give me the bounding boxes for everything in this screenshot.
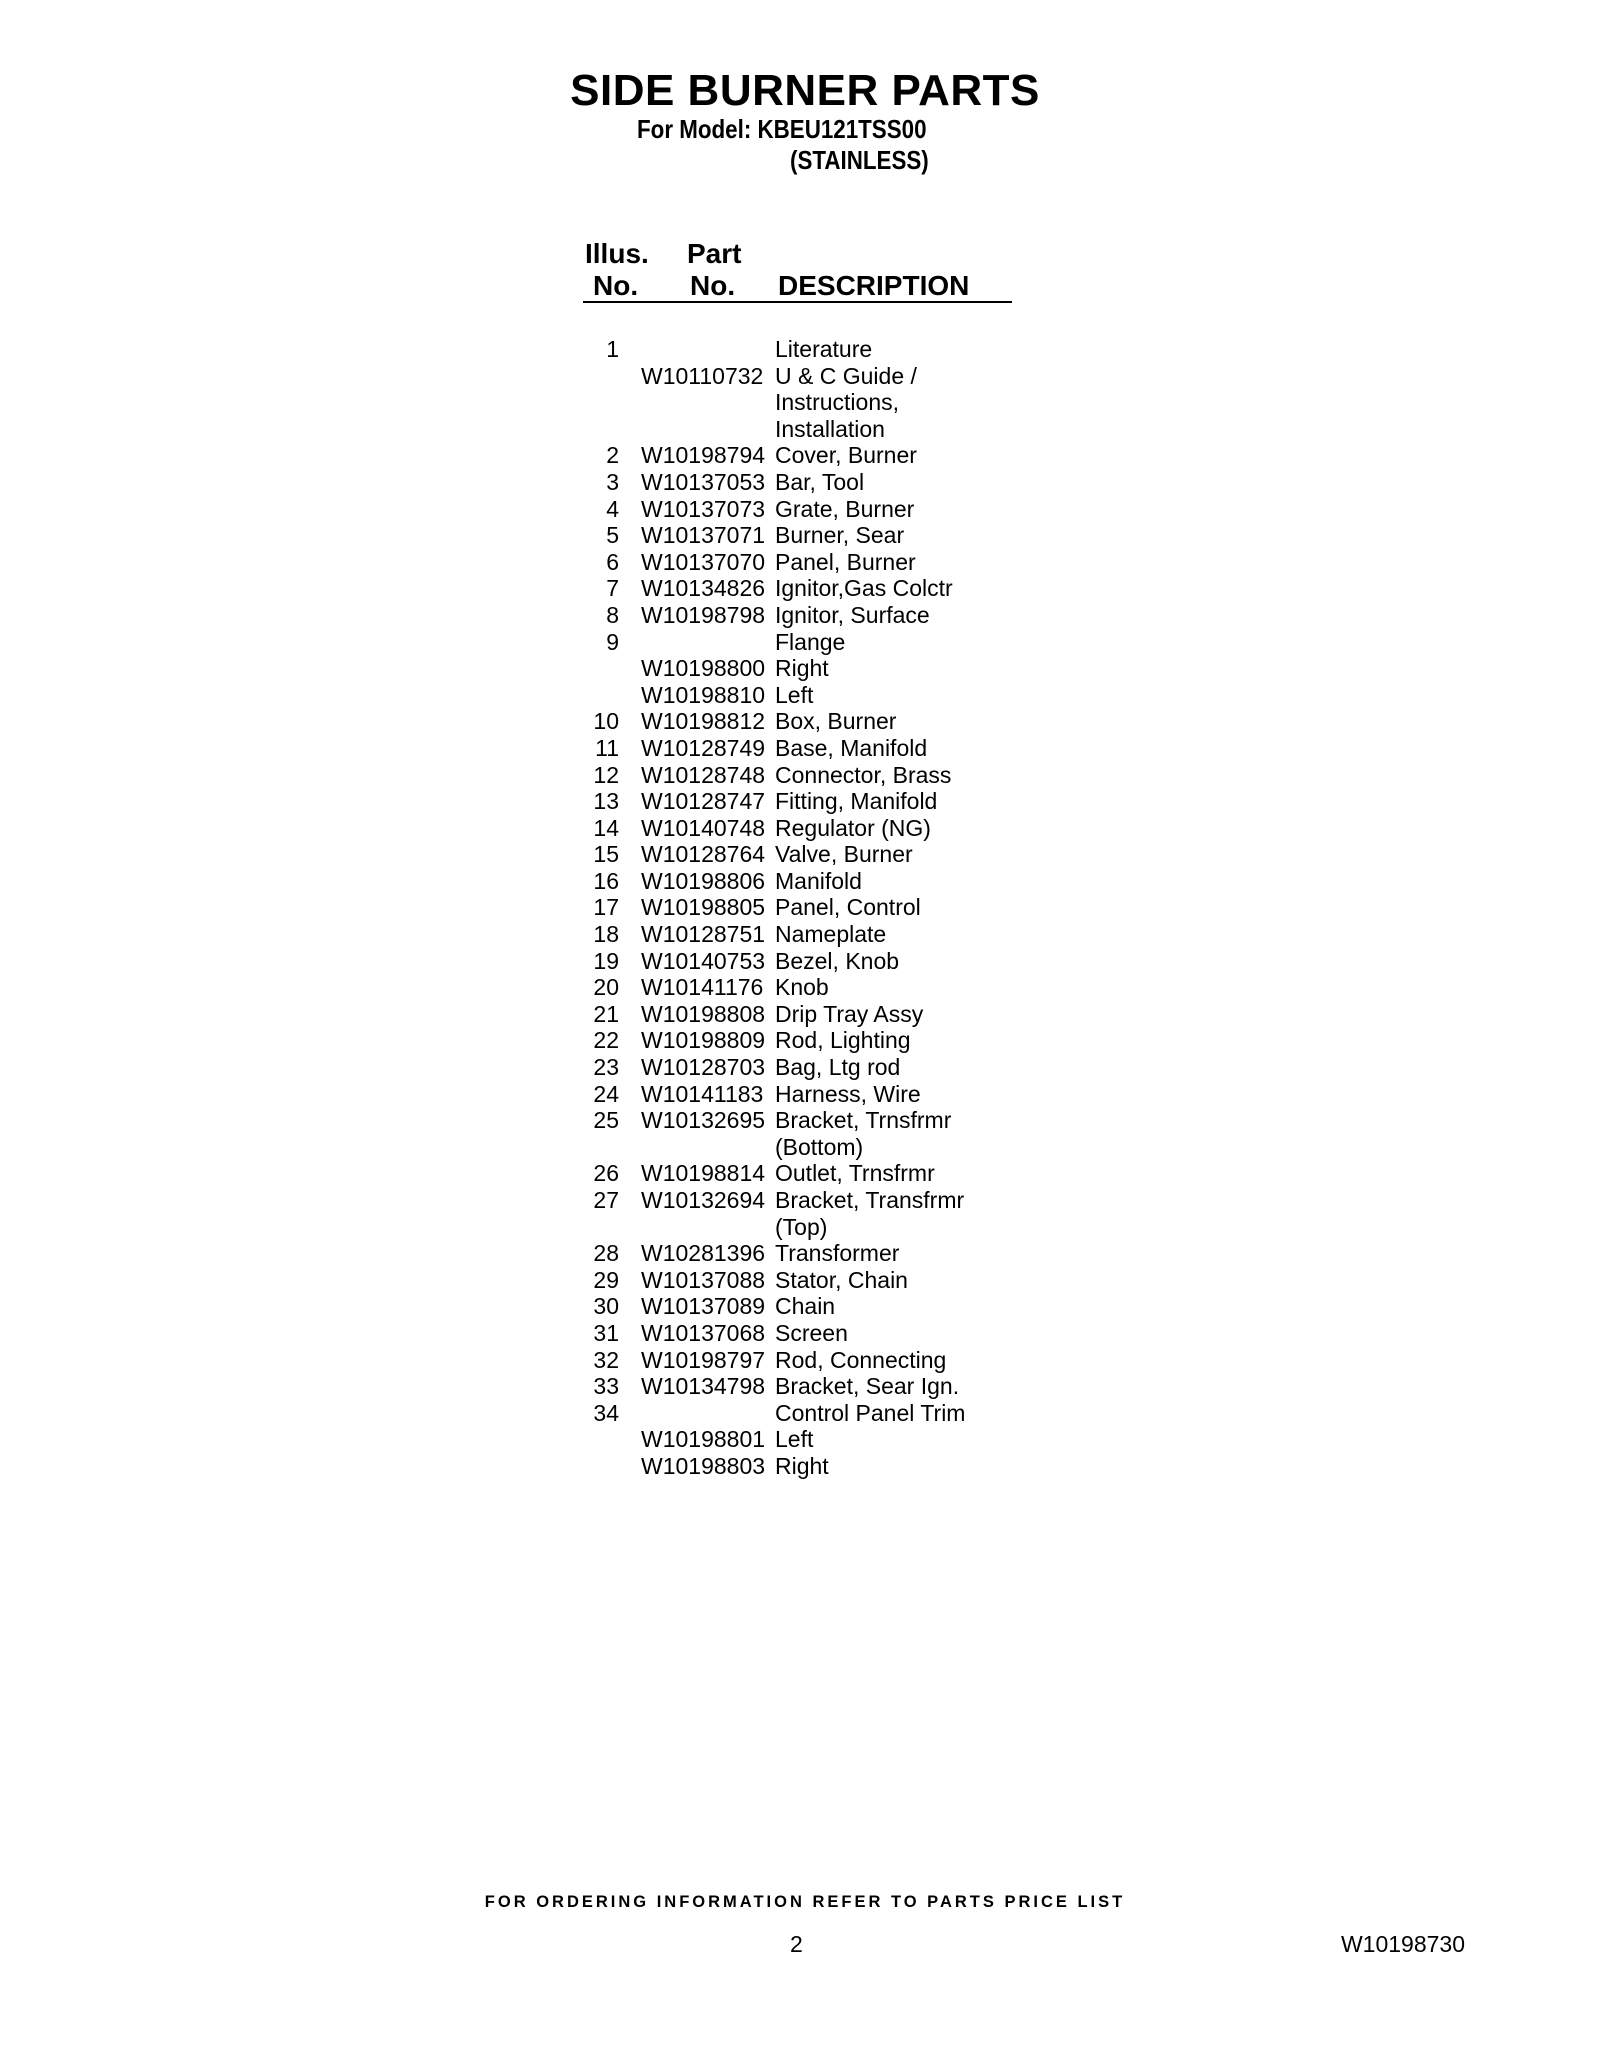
- part-description: Chain: [775, 1293, 836, 1320]
- part-description: Panel, Burner: [775, 548, 916, 575]
- illus-number: 3: [606, 468, 619, 495]
- part-number: W10134798: [641, 1373, 766, 1400]
- illus-number: 21: [593, 1000, 619, 1027]
- part-number: W10128703: [641, 1054, 766, 1081]
- part-description: Connector, Brass: [775, 761, 952, 788]
- table-row: [0, 602, 1600, 629]
- part-description: Grate, Burner: [775, 495, 915, 522]
- part-description: U & C Guide /: [775, 362, 917, 389]
- table-row: [0, 655, 1600, 682]
- part-number: W10132695: [641, 1107, 766, 1134]
- part-description: Left: [775, 681, 814, 708]
- part-description: Burner, Sear: [775, 522, 905, 549]
- part-description: Flange: [775, 628, 846, 655]
- part-description: Rod, Lighting: [775, 1027, 911, 1054]
- part-description: Nameplate: [775, 921, 887, 948]
- table-row: [0, 1267, 1600, 1294]
- column-header-part-bottom: No.: [690, 270, 736, 301]
- table-row: [0, 1027, 1600, 1054]
- part-number: W10137070: [641, 548, 766, 575]
- table-row: [0, 389, 1600, 416]
- illus-number: 20: [593, 974, 619, 1001]
- part-number: W10137073: [641, 495, 766, 522]
- illus-number: 22: [593, 1027, 619, 1054]
- part-description: Panel, Control: [775, 894, 921, 921]
- illus-number: 13: [593, 788, 619, 815]
- illus-number: 29: [593, 1266, 619, 1293]
- table-row: [0, 921, 1600, 948]
- part-number: W10198798: [641, 601, 766, 628]
- part-description: Bag, Ltg rod: [775, 1054, 901, 1081]
- table-row: [0, 894, 1600, 921]
- part-description: Regulator (NG): [775, 814, 931, 841]
- illus-number: 14: [593, 814, 619, 841]
- part-description: Transformer: [775, 1240, 900, 1267]
- table-row: [0, 522, 1600, 549]
- table-row: [0, 549, 1600, 576]
- column-header-illus-bottom: No.: [593, 270, 639, 301]
- part-description: Fitting, Manifold: [775, 788, 938, 815]
- part-description: Drip Tray Assy: [775, 1000, 924, 1027]
- table-row: [0, 1240, 1600, 1267]
- table-row: [0, 1187, 1600, 1214]
- part-number: W10137068: [641, 1319, 766, 1346]
- table-row: [0, 1054, 1600, 1081]
- part-description: Left: [775, 1426, 814, 1453]
- illus-number: 1: [606, 336, 619, 362]
- table-row: [0, 1214, 1600, 1241]
- illus-number: 15: [593, 841, 619, 868]
- part-number: W10198814: [641, 1160, 766, 1187]
- illus-number: 7: [606, 575, 619, 602]
- part-number: W10198803: [641, 1452, 766, 1479]
- illus-number: 2: [606, 442, 619, 469]
- part-number: W10198810: [641, 681, 766, 708]
- illus-number: 31: [593, 1319, 619, 1346]
- part-number: W10134826: [641, 575, 766, 602]
- part-number: W10198797: [641, 1346, 766, 1373]
- illus-number: 17: [593, 894, 619, 921]
- illus-number: 24: [593, 1080, 619, 1107]
- part-number: W10198812: [641, 708, 766, 735]
- part-number: W10140753: [641, 947, 766, 974]
- part-description: Valve, Burner: [775, 841, 913, 868]
- part-description: Instructions,: [775, 389, 899, 416]
- illus-number: 19: [593, 947, 619, 974]
- table-row: [0, 1293, 1600, 1320]
- table-row: [0, 416, 1600, 443]
- part-description: Rod, Connecting: [775, 1346, 947, 1373]
- illus-number: 16: [593, 867, 619, 894]
- illus-number: 5: [606, 522, 619, 549]
- illus-number: 4: [606, 495, 619, 522]
- part-number: W10198809: [641, 1027, 766, 1054]
- table-row: [0, 442, 1600, 469]
- illus-number: 33: [593, 1373, 619, 1400]
- page-number: 2: [790, 1931, 803, 1957]
- table-row: [0, 708, 1600, 735]
- illus-number: 30: [593, 1293, 619, 1320]
- table-row: [0, 1001, 1600, 1028]
- table-row: [0, 841, 1600, 868]
- table-row: [0, 1081, 1600, 1108]
- illus-number: 11: [595, 734, 619, 761]
- part-description: Base, Manifold: [775, 734, 928, 761]
- part-description: Cover, Burner: [775, 442, 917, 469]
- part-description: Bezel, Knob: [775, 947, 900, 974]
- part-number: W10141176: [641, 974, 764, 1001]
- model-line: For Model: KBEU121TSS00: [637, 114, 927, 144]
- illus-number: 12: [593, 761, 619, 788]
- table-row: [0, 948, 1600, 975]
- part-number: W10128764: [641, 841, 766, 868]
- table-row: [0, 1453, 1600, 1480]
- part-number: W10198805: [641, 894, 766, 921]
- column-header-part-top: Part: [687, 238, 742, 269]
- part-number: W10141183: [641, 1080, 764, 1107]
- ordering-note: FOR ORDERING INFORMATION REFER TO PARTS PRICE LIST: [484, 1893, 1126, 1911]
- illus-number: 32: [593, 1346, 619, 1373]
- table-row: [0, 496, 1600, 523]
- part-number: W10198794: [641, 442, 766, 469]
- part-number: W10198801: [641, 1426, 766, 1453]
- table-row: [0, 815, 1600, 842]
- table-row: [0, 1426, 1600, 1453]
- illus-number: 23: [593, 1054, 619, 1081]
- part-description: Installation: [775, 415, 885, 442]
- part-description: Bracket, Trnsfrmr: [775, 1107, 952, 1134]
- illus-number: 25: [593, 1107, 619, 1134]
- table-row: [0, 788, 1600, 815]
- part-description: Manifold: [775, 867, 862, 894]
- illus-number: 8: [606, 601, 619, 628]
- part-description: Bracket, Sear Ign.: [775, 1373, 960, 1400]
- finish-line: (STAINLESS): [790, 145, 929, 175]
- part-number: W10137089: [641, 1293, 766, 1320]
- part-number: W10137088: [641, 1266, 766, 1293]
- part-description: Stator, Chain: [775, 1266, 908, 1293]
- part-description: (Top): [775, 1213, 828, 1240]
- part-description: Bar, Tool: [775, 468, 865, 495]
- illus-number: 10: [593, 708, 619, 735]
- table-row: [0, 629, 1600, 656]
- part-number: W10137053: [641, 468, 766, 495]
- illus-number: 28: [593, 1240, 619, 1267]
- table-row: [0, 336, 1600, 363]
- table-row: [0, 1347, 1600, 1374]
- illus-number: 18: [593, 921, 619, 948]
- part-description: Bracket, Transfrmr: [775, 1187, 965, 1213]
- part-description: Screen: [775, 1319, 848, 1346]
- part-description: Ignitor,Gas Colctr: [775, 575, 953, 602]
- illus-number: 27: [593, 1187, 619, 1213]
- table-row: [0, 682, 1600, 709]
- part-description: Control Panel Trim: [775, 1399, 966, 1426]
- part-number: W10128747: [641, 788, 766, 815]
- header-rule: [583, 301, 1012, 303]
- part-number: W10132694: [641, 1187, 766, 1213]
- illus-number: 9: [606, 628, 619, 655]
- part-description: Box, Burner: [775, 708, 897, 735]
- page-title: SIDE BURNER PARTS: [570, 66, 1040, 115]
- column-header-illus-top: Illus.: [585, 238, 649, 269]
- part-number: W10128748: [641, 761, 766, 788]
- table-row: [0, 868, 1600, 895]
- part-number: W10128751: [641, 921, 766, 948]
- table-row: [0, 1373, 1600, 1400]
- part-description: Right: [775, 655, 829, 682]
- illus-number: 34: [593, 1399, 619, 1426]
- table-row: [0, 735, 1600, 762]
- column-header-description: DESCRIPTION: [778, 270, 970, 301]
- parts-list: [0, 336, 1600, 1480]
- illus-number: 26: [593, 1160, 619, 1187]
- part-number: W10198808: [641, 1000, 766, 1027]
- part-number: W10137071: [641, 522, 766, 549]
- part-number: W10140748: [641, 814, 766, 841]
- part-number: W10128749: [641, 734, 766, 761]
- illus-number: 6: [606, 548, 619, 575]
- table-row: [0, 363, 1600, 390]
- part-number: W10110732: [641, 362, 764, 389]
- table-row: [0, 469, 1600, 496]
- part-number: W10281396: [641, 1240, 766, 1267]
- part-description: Outlet, Trnsfrmr: [775, 1160, 935, 1187]
- part-description: Ignitor, Surface: [775, 601, 930, 628]
- table-row: [0, 575, 1600, 602]
- part-description: Literature: [775, 336, 873, 362]
- table-row: [0, 974, 1600, 1001]
- document-number: W10198730: [1340, 1931, 1465, 1957]
- table-row: [0, 1160, 1600, 1187]
- part-description: Right: [775, 1452, 829, 1479]
- table-row: [0, 762, 1600, 789]
- part-description: (Bottom): [775, 1133, 864, 1160]
- table-row: [0, 1134, 1600, 1161]
- part-description: Harness, Wire: [775, 1080, 921, 1107]
- part-number: W10198806: [641, 867, 766, 894]
- table-row: [0, 1107, 1600, 1134]
- table-row: [0, 1400, 1600, 1427]
- table-row: [0, 1320, 1600, 1347]
- part-number: W10198800: [641, 655, 766, 682]
- part-description: Knob: [775, 974, 829, 1001]
